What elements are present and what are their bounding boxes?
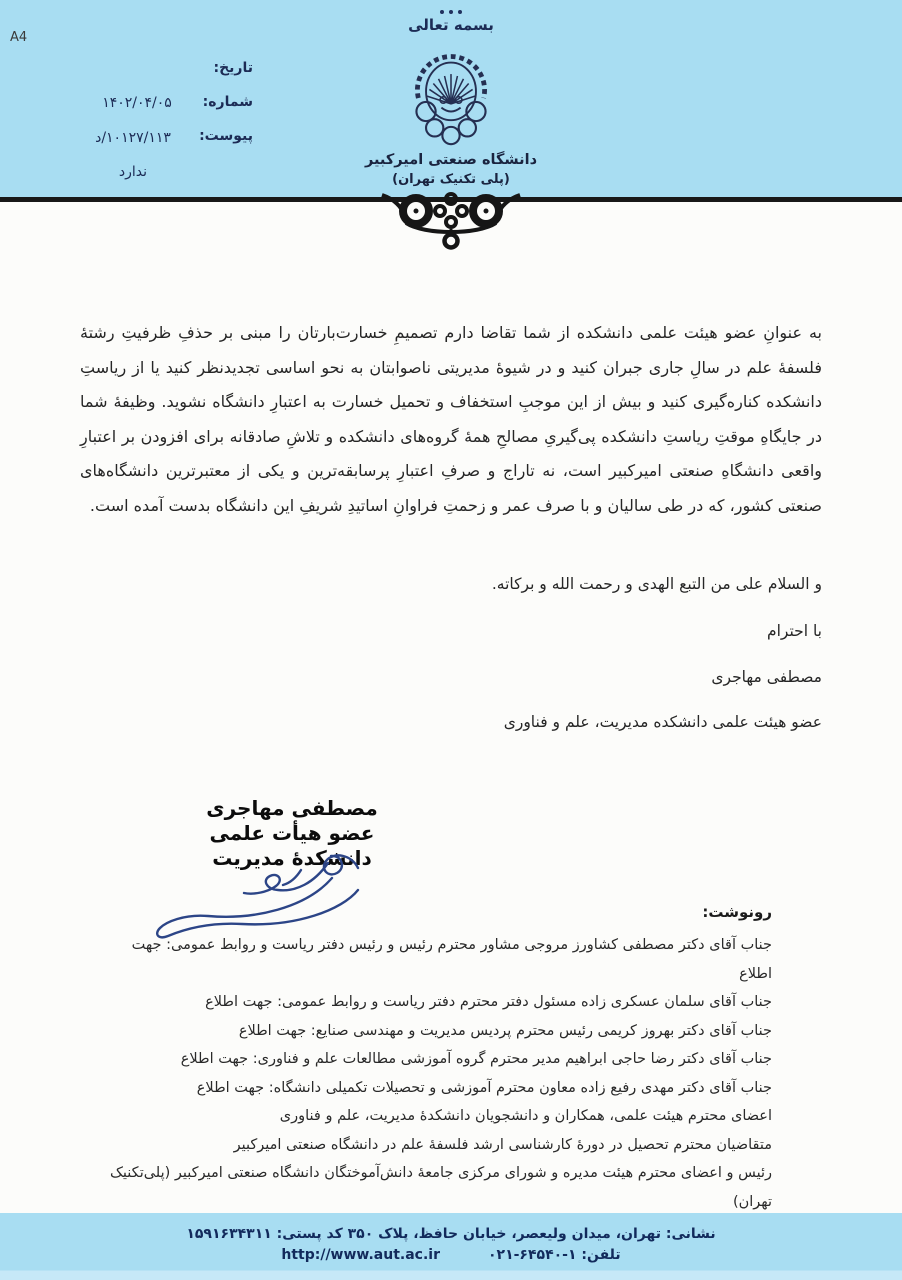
footer-contact-row — [0, 1247, 902, 1263]
cc-item: اعضای محترم هیئت علمی، همکاران و دانشجویان دانشکدهٔ مدیریت، علم و فناوری — [279, 1108, 772, 1124]
footer-address: نشانی: تهران، میدان ولیعصر، خیابان حافظ، پلاک ۳۵۰ کد پستی: ۱۵۹۱۶۳۴۳۱۱ — [186, 1226, 716, 1242]
footer-phone — [488, 1247, 621, 1263]
closing-regards: با احترام — [767, 622, 822, 640]
paper-size-label: A4 — [10, 30, 28, 45]
date-label: تاریخ: — [213, 60, 253, 76]
university-name: دانشگاه صنعتی امیرکبیر — [364, 152, 538, 168]
phone-label: تلفن: — [581, 1247, 621, 1263]
closing-salutation: و السلام علی من التبع الهدی و رحمت الله و برکاته. — [491, 575, 822, 593]
university-subtitle: (پلی تکنیک تهران) — [392, 172, 510, 187]
letter-body-paragraph: به عنوانِ عضو هیئت علمی دانشکده از شما تقاضا دارم تصمیمِ خسارت‌بارتان را مبنی بر حذفِ ظرفیتِ رشتهٔ فلسفهٔ علم در سالِ جاری جبران کنید و در شیوهٔ مدیریتی ناصوابتان به نحو اساسی تجدیدنظر کنید یا از ریاستِ دانشکده کناره‌گیری کنید و بیش از این موجبِ استخفاف و تحمیل خسارت به اعتبارِ دانشگاه نشوید. وظیفهٔ شما در جایگاهِ موقتِ ریاستِ دانشکده پی‌گیریِ مصالحِ همهٔ گروه‌های دانشکده و تلاشِ صادقانه برای افزودن بر اعتبارِ واقعی دانشگاهِ صنعتی امیرکبیر است، نه تاراج و صرفِ اعتبارِ پرسابقه‌ترین و یکی از معتبرترین دانشگاه‌های صنعتی کشور، که در طی سالیان و با صرف عمر و زحمتِ فراوانِ اساتیدِ شریفِ این دانشگاه بدست آمده است. — [80, 323, 822, 515]
stamp-name: مصطفی مهاجری — [206, 796, 378, 820]
number-value-text: د/۱۰۱۲۷/۱۱۳ — [95, 130, 171, 146]
bismillah-text: بسمه تعالی — [408, 16, 494, 34]
date-value-text: ۱۴۰۲/۰۴/۰۵ — [102, 95, 172, 111]
phone-number: ۰۲۱-۶۴۵۴۰-۱ — [487, 1247, 577, 1263]
bismillah-block — [0, 10, 902, 34]
cc-item: جناب آقای سلمان عسکری زاده مسئول دفتر محترم دفتر ریاست و روابط عمومی: جهت اطلاع — [205, 994, 772, 1010]
cc-section — [107, 903, 772, 1216]
footer-band — [0, 1213, 902, 1280]
attachment-label: پیوست: — [199, 128, 253, 144]
divider-ornament-icon — [344, 189, 558, 253]
number-label: شماره: — [202, 94, 253, 110]
bismillah-diacritic-dots — [0, 10, 902, 14]
stamp-role: عضو هیأت علمی — [209, 821, 375, 845]
cc-item: جناب آقای دکتر بهروز کریمی رئیس محترم پردیس مدیریت و مهندسی صنایع: جهت اطلاع — [238, 1022, 772, 1039]
cc-item: جناب آقای دکتر مهدی رفیع زاده معاون محترم آموزشی و تحصیلات تکمیلی دانشگاه: جهت اطلاع — [196, 1079, 772, 1096]
cc-item: جناب آقای دکتر رضا حاجی ابراهیم مدیر محترم گروه آموزشی مطالعات علم و فناوری: جهت اطلاع — [180, 1051, 772, 1067]
university-logo-block — [0, 50, 902, 187]
sender-title: عضو هیئت علمی دانشکده مدیریت، علم و فناوری — [503, 713, 822, 731]
stamp-faculty: دانشکدۀ مدیریت — [212, 846, 372, 870]
cc-label: رونوشت: — [702, 903, 772, 921]
cc-item: جناب آقای دکتر مصطفی کشاورز مروجی مشاور محترم رئیس و رئیس دفتر ریاست و روابط عمومی: جهت اطلاع — [131, 937, 772, 982]
university-emblem-icon — [403, 50, 499, 150]
cc-item: رئیس و اعضای محترم هیئت مدیره و شورای مرکزی جامعهٔ دانش‌آموختگان دانشگاه صنعتی امیرکبیر (پلی‌تکنیک تهران) — [109, 1165, 772, 1210]
sender-name: مصطفی مهاجری — [711, 668, 822, 686]
footer-website: http://www.aut.ac.ir — [281, 1247, 440, 1263]
cc-item: متقاضیان محترم تحصیل در دورهٔ کارشناسی ارشد فلسفهٔ علم در دانشگاه صنعتی امیرکبیر — [233, 1136, 772, 1153]
attachment-value: ندارد — [118, 164, 148, 180]
